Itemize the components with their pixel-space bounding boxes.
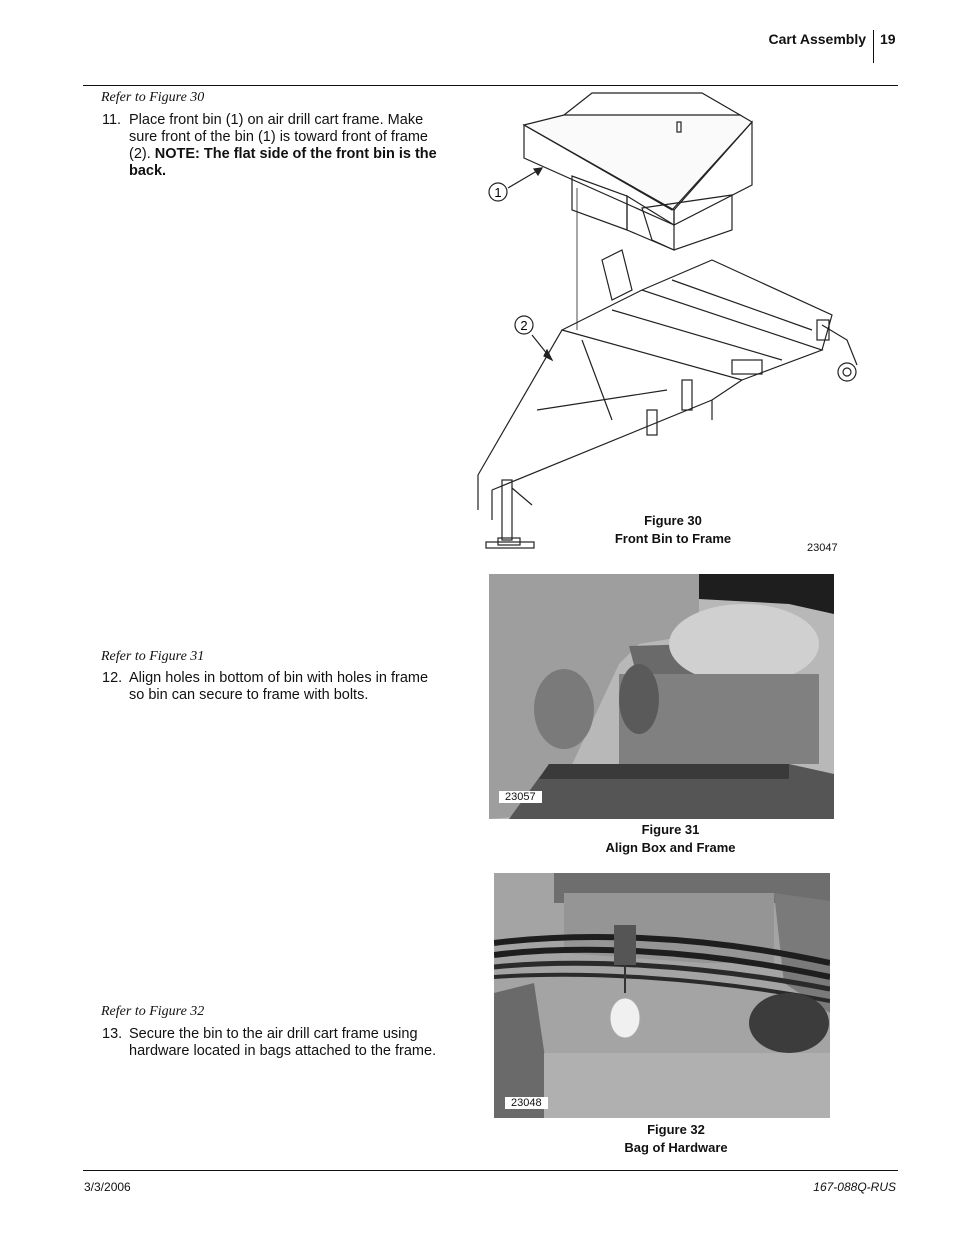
section-title: Cart Assembly [768,31,866,47]
bin-lid [524,115,752,210]
figure-title: Bag of Hardware [624,1140,728,1155]
hardware-bag [610,998,640,1038]
figure-30-drawing [462,90,872,565]
figure-32-photo [494,873,830,1118]
step-text: Align holes in bottom of bin with holes in frame so bin can secure to frame with bolts. [129,670,429,703]
instruction-step [101,1026,441,1060]
step-text: Place front bin (1) on air drill cart frame. Make sure front of the bin (1) is toward front of frame (2). NOTE: The flat side of the front bin is the back. [129,112,437,179]
figure-reference: Refer to Figure 32 [101,1004,205,1019]
figure-31-caption [560,821,781,857]
figure-30-caption [560,512,786,548]
tire [749,993,829,1053]
step-number: 12. [102,670,123,686]
jack-stand [502,480,512,540]
hand [669,604,819,684]
floor [544,1053,830,1118]
figure-title: Align Box and Frame [605,840,736,855]
document-number: 167-088Q-RUS [813,1180,896,1194]
figure-reference: Refer to Figure 30 [101,90,205,105]
cart-frame [478,330,742,490]
figure-label: Figure 32 [647,1122,705,1137]
instruction-step [101,112,441,180]
figure-31-photo [489,574,834,819]
header-rule [83,85,898,86]
figure-label: Figure 31 [641,822,700,837]
footer-rule [83,1170,898,1171]
instruction-step [101,670,441,704]
step-number: 13. [102,1026,123,1042]
photo-code: 23057 [499,791,542,803]
step-note: NOTE: The flat side of the front bin is the back. [129,146,437,179]
header-divider [873,30,874,63]
figure-32-caption [560,1121,792,1157]
hose-clamp [614,925,636,965]
page-number: 19 [880,31,896,47]
figure-code: 23047 [807,542,838,554]
photo-code: 23048 [505,1097,548,1109]
step-number: 11. [102,112,122,128]
bin-top [564,93,740,118]
bin-lower-box [572,176,627,230]
figure-reference: Refer to Figure 31 [101,649,205,664]
figure-title: Front Bin to Frame [614,531,732,546]
wheel-hub [838,363,856,381]
callout-2: 2 [520,318,528,333]
footer-date: 3/3/2006 [84,1180,131,1194]
step-text: Secure the bin to the air drill cart frame using hardware located in bags attached to the frame. [129,1026,437,1059]
figure-label: Figure 30 [644,513,702,528]
callout-1: 1 [494,185,502,200]
